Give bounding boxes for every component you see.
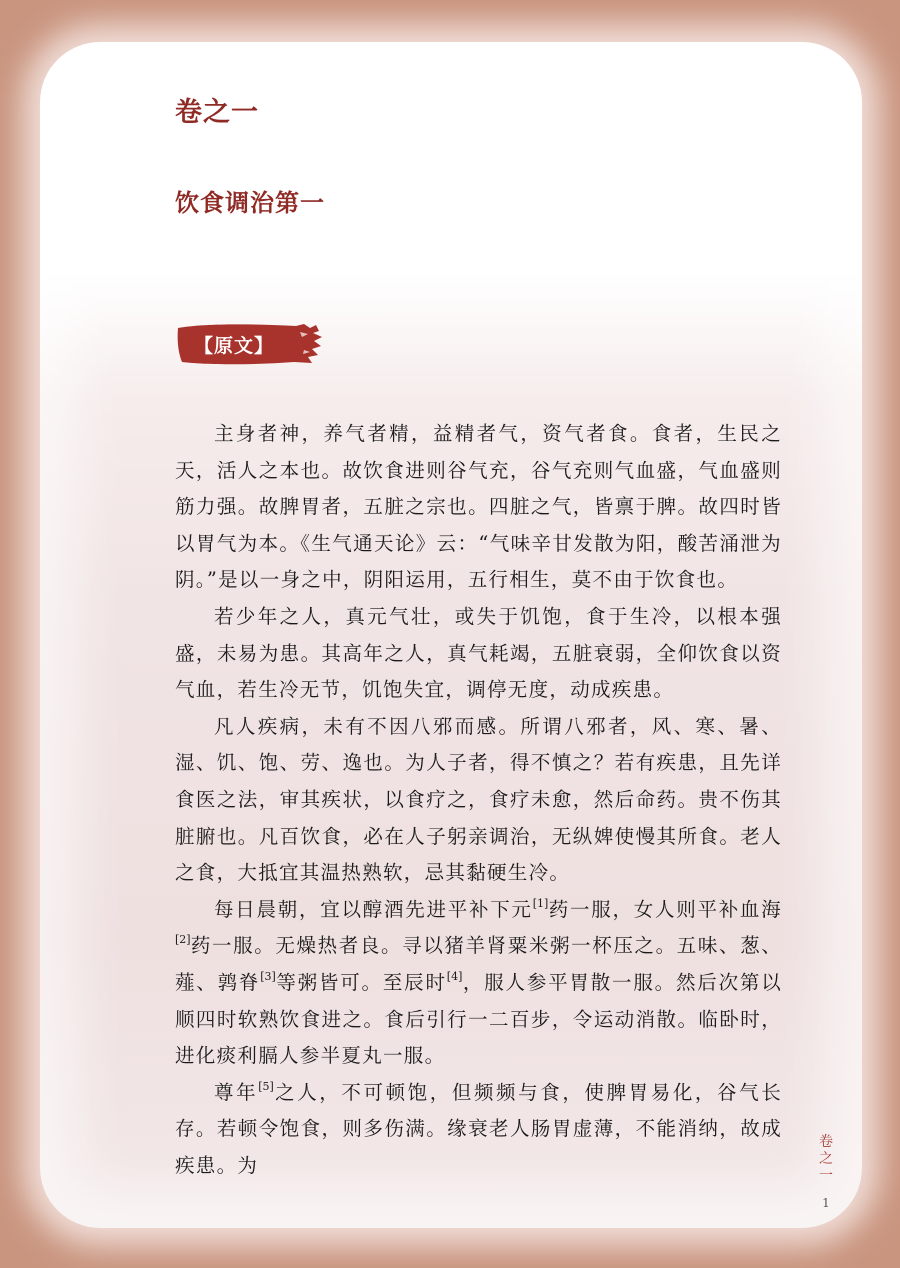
footnote-ref-5: [5]: [258, 1079, 274, 1093]
running-head: 卷 之 一: [819, 1134, 833, 1184]
paragraph-3: 凡人疾病，未有不因八邪而感。所谓八邪者，风、寒、暑、湿、饥、饱、劳、逸也。为人子者，得不慎之？若有疾患，且先详食医之法，审其疾状，以食疗之，食疗未愈，然后命药。贵不伤其脏腑也。凡百饮食，必在人子躬亲调治，无纵婢使慢其所食。老人之食，大抵宜其温热熟软，忌其黏硬生冷。: [175, 714, 782, 885]
footnote-ref-2: [2]: [175, 933, 191, 947]
footnote-ref-4: [4]: [446, 969, 463, 983]
p4-text-d: 等粥皆可。至辰时: [275, 970, 447, 994]
p5-text-a: 尊年: [214, 1080, 259, 1104]
p4-text-c: 药一服。无燥热者良。寻以猪羊肾粟米粥一杯压之。五味、葱、薤、鹑脊: [175, 934, 782, 994]
section-title: 饮食调治第一: [175, 189, 325, 217]
footnote-ref-1: [1]: [532, 896, 549, 910]
badge-label: 【原文】: [193, 334, 274, 357]
original-text-badge: [176, 322, 324, 366]
body-text: [175, 416, 782, 1184]
p4-text-b: 药一服，女人则平补血海: [548, 897, 782, 921]
page-number: 1: [822, 1196, 830, 1210]
paragraph-1: 主身者神，养气者精，益精者气，资气者食。食者，生民之天，活人之本也。故饮食进则谷气充，谷气充则气血盛，气血盛则筋力强。故脾胃者，五脏之宗也。四脏之气，皆禀于脾。故四时皆以胃气为本。《生气通天论》云：“气味辛甘发散为阳，酸苦涌泄为阴。”是以一身之中，阴阳运用，五行相生，莫不由于饮食也。: [175, 422, 782, 592]
paragraph-2: 若少年之人，真元气壮，或失于饥饱，食于生冷，以根本强盛，未易为患。其高年之人，真气耗竭，五脏衰弱，全仰饮食以资气血，若生冷无节，饥饱失宜，调停无度，动成疾患。: [175, 604, 782, 702]
paragraph-4: [175, 892, 782, 1075]
footnote-ref-3: [3]: [260, 969, 276, 983]
paragraph-5: [175, 1075, 782, 1185]
p4-text-a: 每日晨朝，宜以醇酒先进平补下元: [214, 897, 533, 921]
chapter-title: 卷之一: [175, 97, 259, 128]
p4-text-e: ，服人参平胃散一服。然后次第以顺四时软熟饮食进之。食后引行一二百步，令运动消散。临卧时，进化痰利膈人参半夏丸一服。: [175, 970, 782, 1068]
p5-text-b: 之人，不可顿饱，但频频与食，使脾胃易化，谷气长存。若顿令饱食，则多伤满。缘衰老人肠胃虚薄，不能消纳，故成疾患。为: [175, 1080, 782, 1177]
